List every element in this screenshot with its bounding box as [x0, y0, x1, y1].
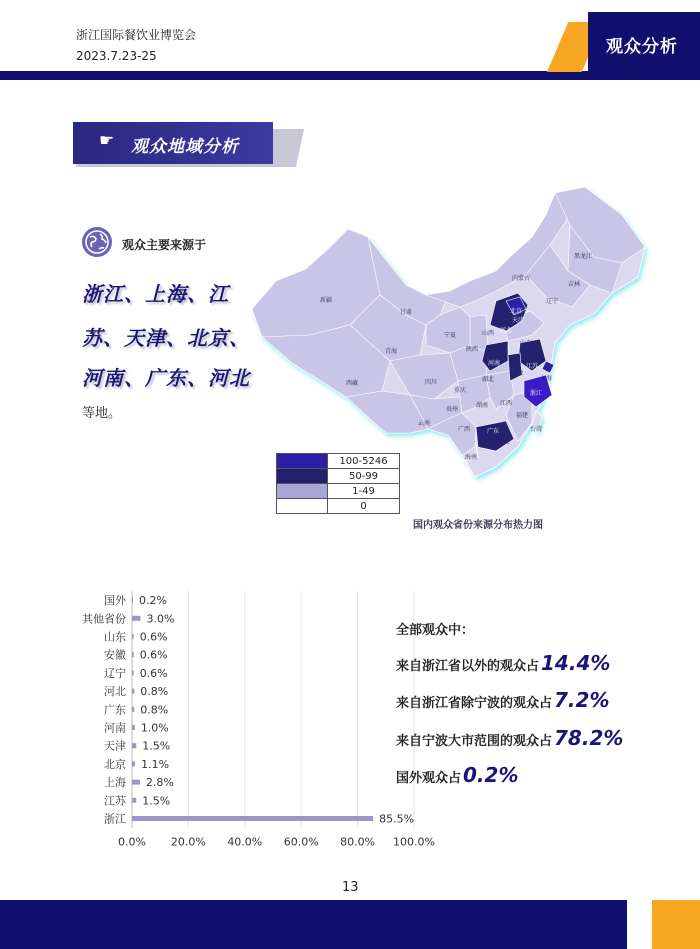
bar — [132, 816, 373, 821]
bar — [132, 780, 140, 785]
prov-label: 江西 — [500, 400, 513, 407]
category-label: 安徽 — [104, 648, 126, 662]
bar — [132, 689, 134, 694]
x-tick-label: 20.0% — [170, 835, 206, 849]
bar — [132, 652, 134, 657]
event-dates: 2023.7.23-25 — [76, 49, 157, 63]
value-label: 3.0% — [146, 612, 175, 626]
legend-row — [277, 484, 400, 499]
prov-label: 吉林 — [568, 281, 581, 288]
legend-swatch — [277, 454, 328, 469]
stat-value: 7.2% — [554, 688, 610, 712]
prov-label: 黑龙江 — [574, 253, 593, 260]
value-label: 0.8% — [140, 703, 169, 717]
pointing-hand-icon: ☛ — [99, 131, 115, 151]
prov-label: 西藏 — [346, 380, 359, 387]
prov-label: 湖南 — [476, 402, 489, 409]
event-name: 浙江国际餐饮业博览会 — [76, 28, 197, 42]
prov-label: 甘肃 — [400, 309, 413, 316]
source-line-3: 河南、广东、河北 — [82, 366, 250, 390]
prov-label: 福建 — [516, 412, 529, 419]
category-label: 江苏 — [104, 794, 126, 808]
map-caption: 国内观众省份来源分布热力图 — [413, 520, 543, 531]
value-label: 0.6% — [139, 630, 168, 644]
prov-label: 宁夏 — [444, 332, 457, 339]
category-label: 浙江 — [104, 812, 126, 826]
x-tick-label: 0.0% — [118, 835, 146, 849]
page-number: 13 — [342, 880, 359, 895]
value-label: 0.6% — [139, 648, 168, 662]
prov-label: 贵州 — [446, 406, 459, 413]
value-label: 1.5% — [142, 794, 171, 808]
map-legend — [276, 453, 400, 514]
stat-label: 国外观众占 — [396, 771, 462, 786]
legend-swatch — [277, 484, 328, 499]
prov-label: 江苏 — [526, 363, 539, 370]
value-label: 1.1% — [141, 757, 170, 771]
value-label: 0.6% — [139, 666, 168, 680]
value-label: 0.8% — [140, 685, 169, 699]
footer-bar — [0, 900, 627, 949]
prov-label: 浙江 — [530, 390, 543, 397]
source-line-1: 浙江、上海、江 — [82, 282, 229, 306]
prov-label: 天津 — [512, 317, 525, 324]
category-label: 河南 — [104, 721, 126, 735]
x-tick-label: 80.0% — [340, 835, 376, 849]
prov-label: 湖北 — [482, 376, 495, 383]
stat-item — [396, 651, 610, 675]
legend-row — [277, 454, 400, 469]
bar — [132, 670, 134, 675]
prov-label: 香港 — [498, 438, 511, 445]
prov-label: 安徽 — [511, 370, 524, 377]
source-ending: 等地。 — [82, 406, 122, 421]
prov-label: 河南 — [488, 360, 501, 367]
section-title-box — [73, 122, 273, 164]
prov-label: 云南 — [418, 420, 431, 427]
stat-item — [396, 763, 518, 787]
prov-label: 重庆 — [454, 387, 467, 394]
stat-value: 0.2% — [463, 763, 519, 787]
value-label: 85.5% — [379, 812, 415, 826]
category-label: 河北 — [104, 685, 126, 699]
prov-label: 上海 — [540, 375, 553, 382]
legend-row — [277, 469, 400, 484]
bar — [132, 598, 133, 603]
prov-label: 北京 — [510, 308, 523, 315]
category-label: 国外 — [104, 594, 126, 608]
bar — [132, 616, 140, 621]
globe-icon — [82, 227, 112, 257]
value-label: 1.0% — [140, 721, 169, 735]
prov-label: 山西 — [482, 330, 495, 337]
prov-label: 台湾 — [530, 426, 543, 433]
source-label: 观众主要来源于 — [122, 238, 207, 252]
section-tab-label: 观众分析 — [606, 37, 678, 57]
value-label: 2.8% — [145, 776, 174, 790]
category-label: 北京 — [104, 757, 126, 771]
legend-label: 0 — [328, 499, 400, 514]
x-tick-label: 60.0% — [283, 835, 319, 849]
bar — [132, 725, 135, 730]
stats-heading: 全部观众中： — [396, 623, 475, 638]
bar — [132, 634, 134, 639]
category-label: 广东 — [104, 703, 126, 717]
stat-item — [396, 688, 609, 712]
legend-label: 1-49 — [328, 484, 400, 499]
x-tick-label: 40.0% — [227, 835, 263, 849]
prov-label: 澳门 — [480, 442, 493, 449]
category-label: 天津 — [104, 739, 126, 753]
prov-label: 四川 — [425, 379, 438, 386]
category-label: 上海 — [104, 776, 126, 790]
category-label: 其他省份 — [82, 612, 126, 626]
legend-row — [277, 499, 400, 514]
stat-label: 来自宁波大市范围的观众占 — [396, 734, 553, 749]
prov-label: 广西 — [458, 426, 471, 433]
stat-label: 来自浙江省除宁波的观众占 — [396, 696, 553, 711]
stat-item — [396, 726, 623, 750]
x-tick-label: 100.0% — [393, 835, 435, 849]
bar — [132, 743, 136, 748]
legend-swatch — [277, 499, 328, 514]
prov-label: 新疆 — [320, 297, 333, 304]
prov-label: 青海 — [385, 348, 398, 355]
bar — [132, 761, 135, 766]
prov-label: 海南 — [465, 454, 478, 461]
bar — [132, 707, 134, 712]
bar — [132, 798, 136, 803]
category-label: 山东 — [104, 630, 126, 644]
footer-accent — [652, 900, 700, 949]
source-line-2: 苏、天津、北京、 — [82, 326, 250, 350]
legend-label: 100-5246 — [328, 454, 400, 469]
value-label: 0.2% — [139, 594, 167, 608]
stat-value: 14.4% — [541, 651, 611, 675]
prov-label: 河北 — [500, 327, 513, 334]
prov-label: 广东 — [487, 428, 500, 435]
prov-label: 陕西 — [466, 346, 479, 353]
category-label: 辽宁 — [104, 666, 126, 680]
section-title: 观众地域分析 — [131, 137, 239, 157]
prov-label: 辽宁 — [546, 298, 559, 305]
prov-label: 山东 — [520, 340, 533, 347]
stat-value: 78.2% — [554, 726, 624, 750]
value-label: 1.5% — [142, 739, 171, 753]
legend-label: 50-99 — [328, 469, 400, 484]
legend-swatch — [277, 469, 328, 484]
stat-label: 来自浙江省以外的观众占 — [396, 659, 540, 674]
prov-label: 内蒙古 — [512, 275, 531, 282]
